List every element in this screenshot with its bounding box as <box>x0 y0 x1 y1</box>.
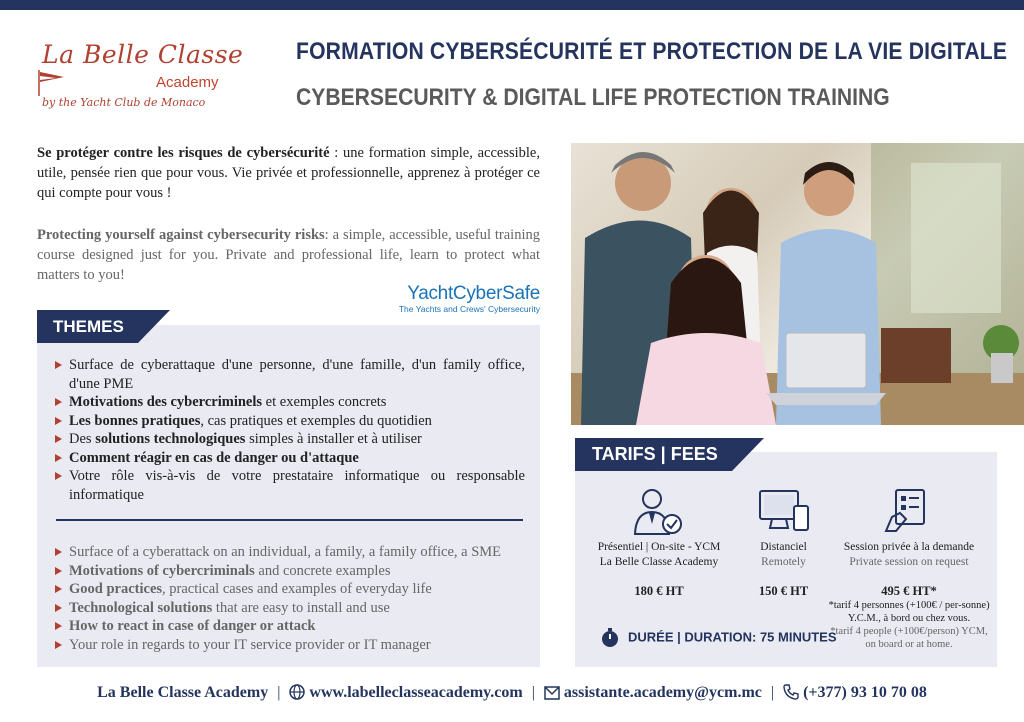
item-bold: Motivations des cybercriminels <box>69 394 263 410</box>
list-item <box>55 412 525 431</box>
triangle-bullet-icon <box>55 472 62 480</box>
intro-en-bold: Protecting yourself against cybersecurity risks <box>37 227 325 243</box>
intro-french <box>37 143 540 203</box>
brand-tagline: The Yachts and Crews' Cybersecurity <box>398 304 540 314</box>
triangle-bullet-icon <box>55 567 62 575</box>
fee-private-price: 495 € HT* <box>881 584 937 598</box>
yachtcybersafe-logo <box>390 283 540 314</box>
list-item <box>55 562 525 581</box>
fee-private-sub: Private session on request <box>849 556 969 568</box>
triangle-bullet-icon <box>55 622 62 630</box>
fee-remote-sub: Remotely <box>761 556 806 568</box>
list-item <box>55 467 525 504</box>
triangle-bullet-icon <box>55 435 62 443</box>
photo-illustration <box>571 143 1024 425</box>
item-text: Your role in regards to your IT service provider or IT manager <box>69 636 431 653</box>
item-text: that are easy to install and use <box>212 599 390 616</box>
fee-private <box>825 540 993 651</box>
top-bar <box>0 0 1024 10</box>
item-text: et exemples concrets <box>262 394 387 410</box>
item-bold: Comment réagir en cas de danger ou d'attaque <box>69 449 359 466</box>
fee-remote <box>736 540 831 599</box>
list-item <box>55 617 525 636</box>
item-text: Votre rôle vis-à-vis de votre prestataire informatique ou responsable informatique <box>69 468 525 503</box>
list-item <box>55 356 525 393</box>
triangle-bullet-icon <box>55 417 62 425</box>
themes-list-fr <box>55 356 525 504</box>
fee-remote-label: Distanciel <box>760 541 807 553</box>
themes-divider <box>56 519 523 521</box>
logo-byline: by the Yacht Club de Monaco <box>42 96 206 109</box>
stopwatch-icon <box>600 628 620 648</box>
duration-text: DURÉE | DURATION: 75 MINUTES <box>628 629 837 645</box>
intro-en-rest: : a simple, accessible, useful training course designed just for you. Private and professional life, learn to protect what matters to you! <box>37 227 540 283</box>
list-item <box>55 636 525 655</box>
fee-private-note-en: *tarif 4 people (+100€/person) YCM, on board or at home. <box>830 626 988 650</box>
triangle-bullet-icon <box>55 454 62 462</box>
list-item <box>55 393 525 412</box>
item-text: , practical cases and examples of everyday life <box>162 581 432 597</box>
intro-fr-rest: : une formation simple, accessible, utile, pensée rien que pour vous. Vie privée et professionnelle, apprenez à protéger ce qui compte pour vous ! <box>37 145 540 201</box>
item-bold: solutions technologiques <box>95 431 246 447</box>
triangle-bullet-icon <box>55 398 62 406</box>
duration <box>600 628 837 648</box>
private-form-icon <box>884 487 928 533</box>
item-bold: How to react in case of danger or attack <box>69 618 316 634</box>
fee-onsite-price: 180 € HT <box>634 584 684 598</box>
list-item <box>55 449 525 468</box>
item-text: simples à installer et à utiliser <box>245 431 422 447</box>
footer: La Belle Classe Academy | www.labelleclasseacademy.com | assistante.academy@ycm.mc | (+377) 93 10 70 08 <box>97 684 927 701</box>
footer-phone-link[interactable]: (+377) 93 10 70 08 <box>803 684 927 701</box>
triangle-bullet-icon <box>55 641 62 649</box>
themes-tab: THEMES <box>37 310 138 343</box>
footer-name: La Belle Classe Academy <box>97 684 269 701</box>
family-laptop-photo <box>571 143 1024 425</box>
themes-list-en <box>55 543 525 654</box>
triangle-bullet-icon <box>55 604 62 612</box>
item-pre: Des <box>69 431 96 447</box>
item-text: and concrete examples <box>254 562 391 579</box>
remote-devices-icon <box>758 488 810 534</box>
envelope-icon <box>544 686 560 700</box>
intro-fr-bold: Se protéger contre les risques de cybersécurité <box>37 145 330 161</box>
list-item <box>55 430 525 449</box>
item-text: Surface de cyberattaque d'une personne, d'une famille, d'un family office, d'une PME <box>69 357 525 392</box>
fee-private-note-fr: *tarif 4 personnes (+100€ / per-sonne) Y.C.M., à bord ou chez vous. <box>828 600 990 624</box>
footer-website-link[interactable]: www.labelleclasseacademy.com <box>309 684 523 701</box>
fee-remote-price: 150 € HT <box>758 584 809 598</box>
item-bold: Good practices <box>69 581 163 597</box>
item-bold: Technological solutions <box>69 599 213 616</box>
title-fr: FORMATION CYBERSÉCURITÉ ET PROTECTION DE LA VIE DIGITALE <box>296 38 1008 65</box>
phone-icon <box>783 684 799 700</box>
item-text: , cas pratiques et exemples du quotidien <box>200 412 432 429</box>
list-item <box>55 599 525 618</box>
fee-onsite-sub: La Belle Classe Academy <box>599 556 719 568</box>
logo-academy: Academy <box>156 74 219 91</box>
footer-email-link[interactable]: assistante.academy@ycm.mc <box>563 684 762 701</box>
title-en: CYBERSECURITY & DIGITAL LIFE PROTECTION TRAINING <box>296 84 890 111</box>
globe-icon <box>289 684 305 700</box>
logo-script: La Belle Classe <box>42 40 244 69</box>
list-item <box>55 543 525 562</box>
triangle-bullet-icon <box>55 548 62 556</box>
fee-onsite-label: Présentiel | On-site - YCM <box>597 541 721 553</box>
item-bold: Les bonnes pratiques <box>69 412 201 429</box>
intro-english <box>37 225 540 285</box>
fees-tab: TARIFS | FEES <box>575 438 732 471</box>
triangle-bullet-icon <box>55 361 62 369</box>
yacht-flag-icon <box>36 68 68 96</box>
item-text: Surface of a cyberattack on an individual, a family, a family office, a SME <box>69 544 502 560</box>
triangle-bullet-icon <box>55 585 62 593</box>
academy-logo <box>36 40 246 115</box>
item-bold: Motivations of cybercriminals <box>69 562 255 579</box>
fee-private-label: Session privée à la demande <box>843 541 975 553</box>
list-item <box>55 580 525 599</box>
fee-onsite <box>589 540 729 599</box>
brand-name: YachtCyberSafe <box>407 283 540 304</box>
onsite-person-icon <box>632 486 684 538</box>
